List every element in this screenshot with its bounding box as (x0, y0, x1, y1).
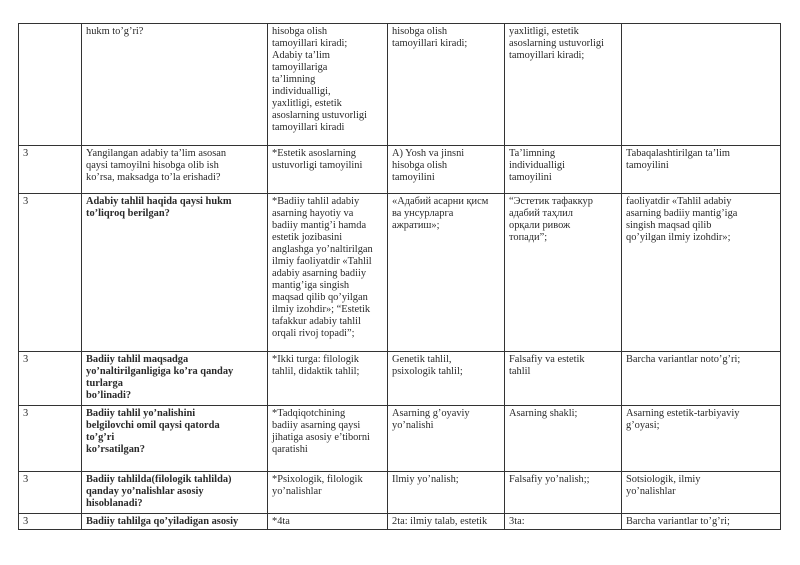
question-text: Badiiy tahlil yo’nalishini belgilovchi omil qaysi qatorda to’g’ri ko’rsatilgan? (86, 408, 220, 455)
answer-cell-2 (388, 514, 505, 530)
question-number-cell (19, 146, 82, 194)
question-text: Adabiy tahlil haqida qaysi hukm to’liqroq berilgan? (86, 196, 232, 219)
question-number: 3 (23, 474, 29, 485)
question-cell (82, 472, 268, 514)
answer-text: Ilmiy yo’nalish; (392, 474, 459, 485)
answer-cell-4 (622, 194, 781, 352)
answer-text: *Psixologik, filologik yo’nalishlar (272, 474, 363, 497)
answer-text: *Badiiy tahlil adabiy asarning hayotiy va badiiy mantig’i hamda estetik jozibasini anglashga yo’naltirilgan ilmiy faoliyatdir «Tahlil adabiy asarning badiiy mantig’iga singish maqsad qilib qo’yilgan ilmiy izohdir»; “Estetik tafakkur adabiy tahlil orqali rivoj topadi”; (272, 196, 373, 339)
answer-cell-1 (268, 146, 388, 194)
quiz-table (18, 23, 781, 530)
answer-text: Barcha variantlar noto’g’ri; (626, 354, 741, 365)
answer-cell-4 (622, 24, 781, 146)
answer-text: faoliyatdir «Tahlil adabiy asarning badiiy mantig’iga singish maqsad qilib qo’yilgan ilmiy izohdir»; (626, 196, 738, 243)
answer-cell-2 (388, 194, 505, 352)
question-number-cell (19, 472, 82, 514)
answer-cell-3 (505, 352, 622, 406)
answer-cell-2 (388, 24, 505, 146)
answer-text: *4ta (272, 516, 290, 527)
answer-text: Asarning g’oyaviy yo’nalishi (392, 408, 470, 431)
answer-cell-3 (505, 406, 622, 472)
answer-text: hisobga olish tamoyillari kiradi; Adabiy ta’lim tamoyillariga ta’limning individualligi, yaxlitligi, estetik asoslarning ustuvorligi tamoyillari kiradi (272, 26, 367, 133)
answer-text: 3ta: (509, 516, 525, 527)
question-text: hukm to’g’ri? (86, 26, 144, 37)
answer-text: Asarning estetik-tarbiyaviy g’oyasi; (626, 408, 740, 431)
question-cell (82, 352, 268, 406)
answer-cell-2 (388, 472, 505, 514)
question-text: Badiiy tahlilda(filologik tahlilda) qanday yo’nalishlar asosiy hisoblanadi? (86, 474, 232, 509)
answer-cell-3 (505, 194, 622, 352)
answer-cell-3 (505, 514, 622, 530)
answer-cell-3 (505, 24, 622, 146)
question-number-cell (19, 194, 82, 352)
answer-text: Sotsiologik, ilmiy yo’nalishlar (626, 474, 701, 497)
answer-text: Ta’limning individualligi tamoyilini (509, 148, 565, 183)
answer-cell-4 (622, 352, 781, 406)
answer-text: Tabaqalashtirilgan ta’lim tamoyilini (626, 148, 731, 171)
answer-text: *Tadqiqotchining badiiy asarning qaysi jihatiga asosiy e’tiborni qaratishi (272, 408, 370, 455)
answer-text: Falsafiy yo’nalish;; (509, 474, 590, 485)
table-row (19, 24, 781, 146)
answer-cell-4 (622, 406, 781, 472)
answer-cell-1 (268, 472, 388, 514)
answer-cell-2 (388, 406, 505, 472)
answer-cell-2 (388, 352, 505, 406)
table-row (19, 352, 781, 406)
table-row (19, 472, 781, 514)
answer-text: A) Yosh va jinsni hisobga olish tamoyilini (392, 148, 465, 183)
answer-cell-1 (268, 406, 388, 472)
table-row (19, 194, 781, 352)
answer-text: *Ikki turga: filologik tahlil, didaktik tahlil; (272, 354, 360, 377)
answer-text: yaxlitligi, estetik asoslarning ustuvorligi tamoyillari kiradi; (509, 26, 604, 61)
answer-text: Barcha variantlar to’g’ri; (626, 516, 730, 527)
question-number-cell (19, 406, 82, 472)
question-number: 3 (23, 516, 29, 527)
question-text: Badiiy tahlilga qo’yiladigan asosiy (86, 516, 239, 527)
answer-cell-3 (505, 472, 622, 514)
answer-text: hisobga olish tamoyillari kiradi; (392, 26, 468, 49)
answer-text: “Эстетик тафаккур адабий таҳлил орқали ривож топади”; (509, 196, 593, 243)
question-number: 3 (23, 354, 29, 365)
answer-cell-1 (268, 24, 388, 146)
question-number-cell (19, 514, 82, 530)
answer-cell-1 (268, 194, 388, 352)
answer-text: Falsafiy va estetik tahlil (509, 354, 585, 377)
answer-cell-1 (268, 514, 388, 530)
question-cell (82, 24, 268, 146)
question-cell (82, 514, 268, 530)
answer-cell-2 (388, 146, 505, 194)
answer-cell-4 (622, 146, 781, 194)
answer-text: Asarning shakli; (509, 408, 578, 419)
answer-text: «Адабий асарни қисм ва унсурларга ажратиш»; (392, 196, 489, 231)
question-number-cell (19, 24, 82, 146)
answer-cell-1 (268, 352, 388, 406)
question-number: 3 (23, 408, 29, 419)
answer-cell-4 (622, 514, 781, 530)
table-row (19, 146, 781, 194)
answer-text: Genetik tahlil, psixologik tahlil; (392, 354, 463, 377)
answer-cell-3 (505, 146, 622, 194)
answer-text: 2ta: ilmiy talab, estetik (392, 516, 488, 527)
answer-text: *Estetik asoslarning ustuvorligi tamoyilini (272, 148, 363, 171)
quiz-table-body (19, 24, 781, 530)
table-row (19, 406, 781, 472)
question-text: Yangilangan adabiy ta’lim asosan qaysi tamoyilni hisobga olib ish ko’rsa, maksadga to’la erishadi? (86, 148, 227, 183)
question-number-cell (19, 352, 82, 406)
question-number: 3 (23, 196, 29, 207)
question-cell (82, 406, 268, 472)
question-text: Badiiy tahlil maqsadga yo’naltirilganligiga ko’ra qanday turlarga bo’linadi? (86, 354, 234, 401)
question-cell (82, 146, 268, 194)
table-row (19, 514, 781, 530)
question-cell (82, 194, 268, 352)
question-number: 3 (23, 148, 29, 159)
answer-cell-4 (622, 472, 781, 514)
